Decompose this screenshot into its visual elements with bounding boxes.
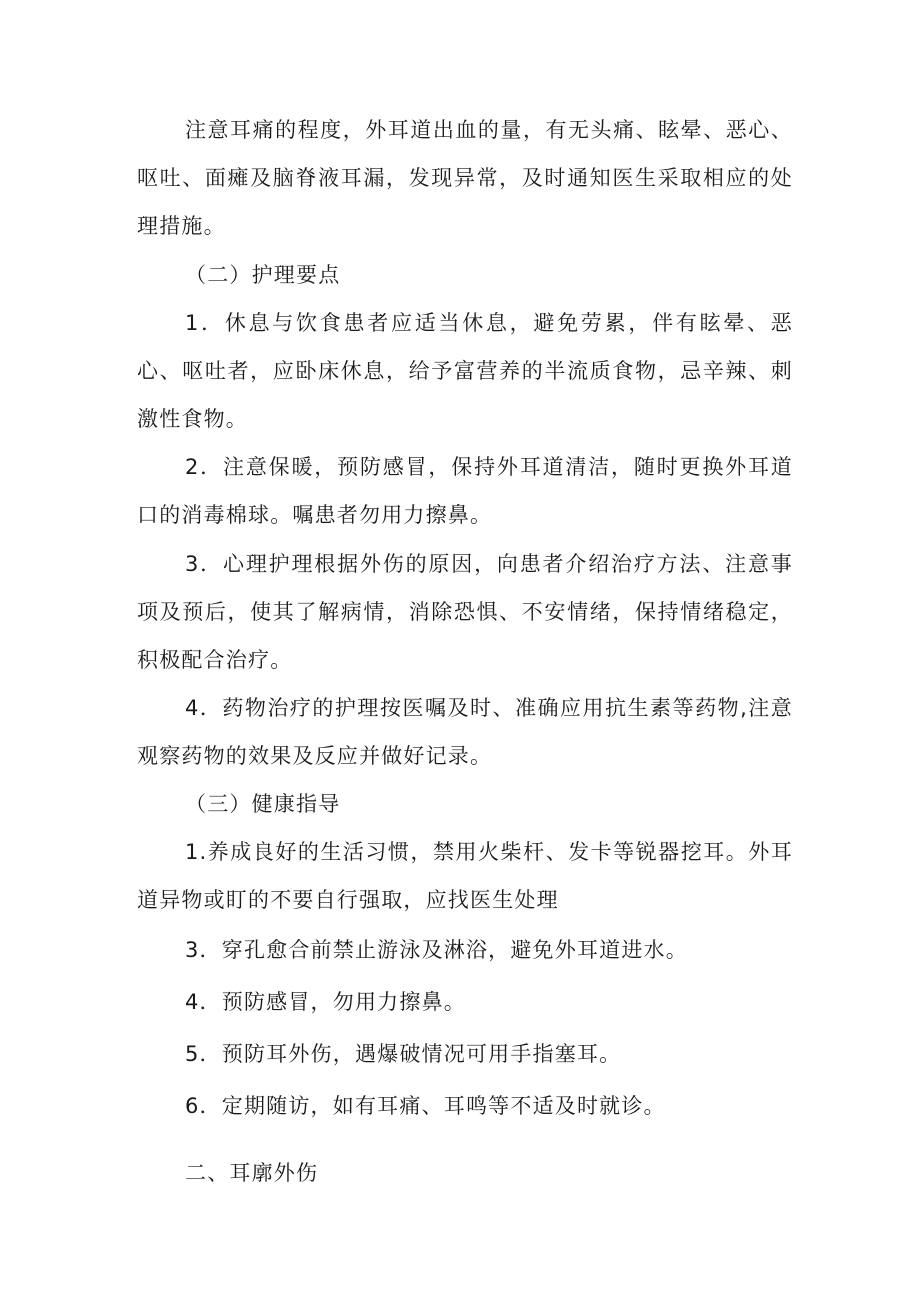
health-guidance-1: 1.养成良好的生活习惯，禁用火柴杆、发卡等锐器挖耳。外耳道异物或盯的不要自行强取，应找医生处理: [137, 840, 793, 912]
nursing-point-2: 2．注意保暖，预防感冒，保持外耳道清洁，随时更换外耳道口的消毒棉球。嘱患者勿用力擦鼻。: [137, 455, 793, 527]
nursing-point-1: 1．休息与饮食患者应适当休息，避免劳累，伴有眩晕、恶心、呕吐者，应卧床休息，给予富营养的半流质食物，忌辛辣、刺激性食物。: [137, 311, 793, 431]
health-guidance-4: 4．预防感冒，勿用力擦鼻。: [185, 990, 466, 1014]
health-guidance-heading: （三）健康指导: [185, 792, 341, 816]
health-guidance-3: 3．穿孔愈合前禁止游泳及淋浴，避免外耳道进水。: [185, 938, 688, 962]
nursing-points-heading: （二）护理要点: [185, 263, 341, 287]
health-guidance-5: 5．预防耳外伤，遇爆破情况可用手指塞耳。: [185, 1042, 622, 1066]
nursing-point-3: 3．心理护理根据外伤的原因，向患者介绍治疗方法、注意事项及预后，使其了解病情，消除恐惧、不安情绪，保持情绪稳定，积极配合治疗。: [137, 552, 793, 672]
observation-paragraph: 注意耳痛的程度，外耳道出血的量，有无头痛、眩晕、恶心、呕吐、面瘫及脑脊液耳漏，发现异常，及时通知医生采取相应的处理措施。: [137, 118, 793, 238]
nursing-point-4: 4．药物治疗的护理按医嘱及时、准确应用抗生素等药物,注意观察药物的效果及反应并做好记录。: [137, 696, 793, 768]
section-2-heading: 二、耳廓外伤: [185, 1161, 319, 1185]
health-guidance-6: 6．定期随访，如有耳痛、耳鸣等不适及时就诊。: [185, 1094, 666, 1118]
